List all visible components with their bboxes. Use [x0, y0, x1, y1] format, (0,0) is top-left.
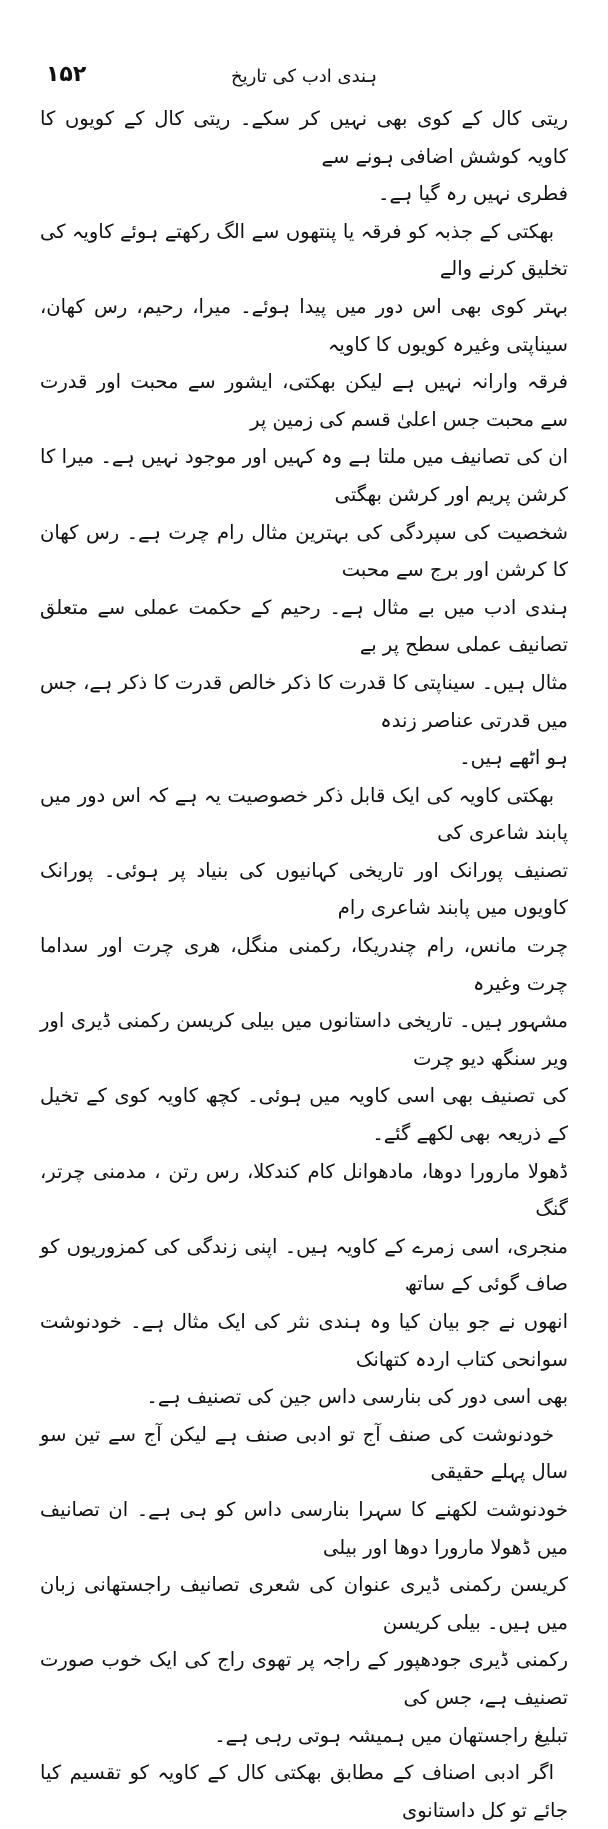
- text-line: رکمنی ڈیری جودھپور کے راجہ پر تھوی راج کی ایک خوب صورت تصنیف ہے، جس کی: [40, 1648, 568, 1709]
- body-text: [40, 100, 568, 1829]
- text-line: مشہور ہیں۔ تاریخی داستانوں میں بیلی کریسن رکمنی ڈیری اور ویر سنگھ دیو چرت: [40, 1009, 568, 1070]
- text-line: خودنوشت لکھنے کا سہرا بنارسی داس کو ہی ہے۔ ان تصانیف میں ڈھولا مارورا دوھا اور بیلی: [40, 1497, 568, 1559]
- text-line: کی تصنیف بھی اسی کاویہ میں ہوئی۔ کچھ کاویہ کوی کے تخیل کے ذریعہ بھی لکھے گئے۔: [40, 1084, 568, 1146]
- text-line: اگر ادبی اصناف کے مطابق بھکتی کال کے کاویہ کو تقسیم کیا جائے تو کل داستانوی: [40, 1761, 568, 1822]
- text-line: فطری نہیں رہ گیا ہے۔: [378, 182, 568, 206]
- text-line: شخصیت کی سپردگی کی بہترین مثال رام چرت ہے۔ رس کھان کا کرشن اور برج سے محبت: [40, 520, 568, 582]
- text-line: ڈھولا مارورا دوھا، مادھوانل کام کندکلا، رس رتن ، مدمنی چرتر، گنگ: [40, 1159, 568, 1221]
- text-line: انھوں نے جو بیان کیا وہ ہندی نثر کی ایک مثال ہے۔ خودنوشت سوانحی کتاب اردہ کتھانک: [40, 1310, 568, 1371]
- page-title: ہندی ادب کی تاریخ: [230, 66, 378, 87]
- text-line: تبلیغ راجستھان میں ہمیشہ ہوتی رہی ہے۔: [214, 1723, 568, 1747]
- text-line: تصنیف پورانک اور تاریخی کہانیوں کی بنیاد پر ہوئی۔ پورانک کاویوں میں پابند شاعری رام: [40, 858, 568, 920]
- text-line: بھکتی کاویہ کی ایک قابل ذکر خصوصیت یہ ہے کہ اس دور میں پابند شاعری کی: [40, 783, 568, 845]
- text-line: منجری، اسی زمرے کے کاویہ ہیں۔ اپنی زندگی کی کمزوریوں کو صاف گوئی کے ساتھ: [40, 1234, 568, 1296]
- text-line: ہو اٹھے ہیں۔: [459, 746, 568, 770]
- text-line: بھکتی کے جذبہ کو فرقہ یا پنتھوں سے الگ رکھتے ہوئے کاویہ کی تخلیق کرنے والے: [40, 219, 568, 281]
- text-line: کریسن رکمنی ڈیری عنوان کی شعری تصانیف راجستھانی زبان میں ہیں۔ بیلی کریسن: [40, 1573, 568, 1634]
- text-line: ان کی تصانیف میں ملتا ہے وہ کہیں اور موجود نہیں ہے۔ میرا کا کرشن پریم اور کرشن بھگتی: [40, 445, 568, 506]
- text-line: بھی اسی دور کی بنارسی داس جین کی تصنیف ہے۔: [146, 1385, 568, 1409]
- text-line: ہندی ادب میں بے مثال ہے۔ رحیم کے حکمت عملی سے متعلق تصانیف عملی سطح پر بے: [40, 595, 568, 657]
- text-line: چرت مانس، رام چندریکا، رکمنی منگل، ھری چرت اور سداما چرت وغیرہ: [40, 934, 568, 995]
- page-header: [0, 62, 608, 102]
- text-line: فرقہ وارانہ نہیں ہے لیکن بھکتی، ایشور سے محبت اور قدرت سے محبت جس اعلیٰ قسم کی زمین پر: [40, 370, 568, 431]
- text-line: مثال ہیں۔ سیناپتی کا قدرت کا ذکر خالص قدرت کا ذکر ہے، جس میں قدرتی عناصر زندہ: [40, 670, 568, 732]
- text-line: خودنوشت کی صنف آج تو ادبی صنف ہے لیکن آج سے تین سو سال پہلے حقیقی: [40, 1422, 568, 1484]
- text-line: بہتر کوی بھی اس دور میں پیدا ہوئے۔ میرا، رحیم، رس کھان، سیناپتی وغیرہ کویوں کا کاویہ: [40, 294, 568, 356]
- text-line: ریتی کال کے کوی بھی نہیں کر سکے۔ ریتی کال کے کویوں کا کاویہ کوشش اضافی ہونے سے: [40, 107, 568, 168]
- page-number: ۱۵۲: [46, 62, 87, 87]
